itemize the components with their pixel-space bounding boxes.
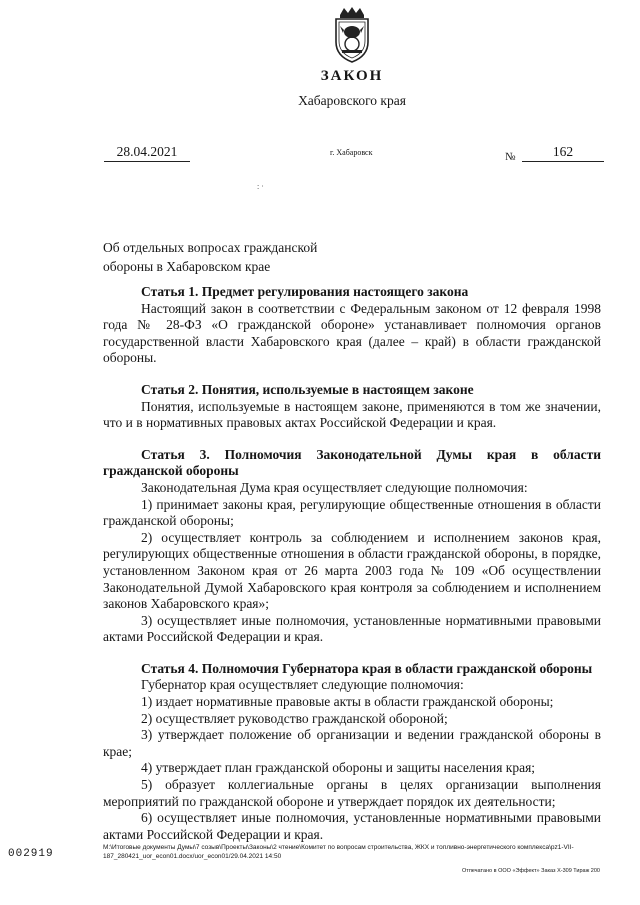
document-number: 162: [522, 144, 604, 162]
article-4-heading: Статья 4. Полномочия Губернатора края в области гражданской обороны: [141, 660, 593, 676]
article-2-heading: Статья 2. Понятия, используемые в настоящем законе: [141, 381, 474, 397]
article-3-heading: Статья 3. Полномочия Законодательной Думы края в области гражданской обороны: [103, 446, 601, 479]
document-subtitle: Хабаровского края: [298, 93, 406, 108]
law-title: [103, 238, 363, 276]
number-sign: №: [505, 151, 516, 163]
article-4-paragraph: 4) утверждает план гражданской обороны и защиты населения края;: [141, 760, 536, 776]
law-title-line-2: обороны в Хабаровском крае: [103, 259, 271, 274]
article-4-paragraph: Губернатор края осуществляет следующие полномочия:: [141, 677, 464, 693]
article-1-heading: Статья 1. Предмет регулирования настоящего закона: [141, 284, 469, 299]
article-3-paragraph: 2) осуществляет контроль за соблюдением и исполнением законов края, регулирующих общественные отношения в области гражданской обороны, в порядке, установленном Законом края от 26 марта 2003 года № 109 «Об осуществлении Законодательной Думой Хабаровского края контроля за соблюдением и исполнением законов Хабаровского края»;: [103, 529, 601, 612]
document-city: г. Хабаровск: [330, 148, 373, 157]
article-2-paragraph: Понятия, используемые в настоящем законе, применяются в том же значении, что и в нормативных правовых актах Российской Федерации и края.: [103, 398, 601, 431]
footer-file-path: M:\Итоговые документы Думы\7 созыв\Проекты\Законы\2 чтение\Комитет по вопросам строительства, ЖКХ и топливно-энергетического комплекса\pz1-VII-187_280421_uor_econ01.docx/uor_econ01/29.04.2021 14:50: [103, 844, 574, 860]
article-4-paragraph: 2) осуществляет руководство гражданской обороной;: [141, 710, 448, 726]
article-3-paragraph: Законодательная Дума края осуществляет следующие полномочия:: [141, 479, 528, 495]
article-1-paragraph: Настоящий закон в соответствии с Федеральным законом от 12 февраля 1998 года № 28-ФЗ «О гражданской обороне» устанавливает полномочия органов государственной власти Хабаровского края (далее – край) в области гражданской обороны.: [103, 300, 601, 366]
khabarovsk-coat-of-arms-icon: [330, 6, 374, 64]
law-body: [103, 284, 601, 843]
footer-doc-code: 002919: [8, 848, 54, 860]
article-3-paragraph: 3) осуществляет иные полномочия, установленные нормативными правовыми актами Российской Федерации и края.: [103, 612, 601, 645]
article-4-paragraph: 5) образует коллегиальные органы в целях организации выполнения мероприятий по гражданской обороне и утверждает порядок их деятельности;: [103, 777, 601, 809]
law-title-line-1: Об отдельных вопросах гражданской: [103, 240, 318, 255]
document-title: ЗАКОН: [320, 68, 384, 84]
article-4-paragraph: 1) издает нормативные правовые акты в области гражданской обороны;: [141, 694, 554, 710]
article-4-paragraph: 6) осуществляет иные полномочия, установленные нормативными правовыми актами Российской Федерации и края.: [103, 810, 601, 842]
scan-speck: : ·: [257, 182, 264, 191]
article-4-paragraph: 3) утверждает положение об организации и ведении гражданской обороны в крае;: [103, 727, 601, 759]
document-date: 28.04.2021: [104, 144, 190, 162]
footer-print-note: Отпечатано в ООО «Эффект» Заказ X-309 Тираж 200: [462, 868, 600, 874]
article-3-paragraph: 1) принимает законы края, регулирующие общественные отношения в области гражданской обороны;: [103, 496, 601, 529]
